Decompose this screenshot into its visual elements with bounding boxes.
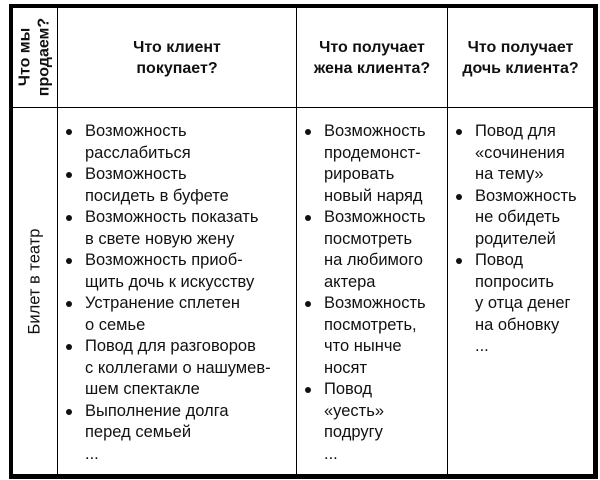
- bullet-list: [448, 121, 593, 336]
- column-header-client-buys: [58, 8, 296, 107]
- list-item: Возможность не обидеть родителей: [448, 186, 593, 251]
- column-header-line: Что клиент: [133, 38, 221, 56]
- ellipsis: ...: [475, 337, 489, 355]
- corner-header-line: продаем?: [35, 17, 53, 97]
- corner-header: [16, 8, 54, 107]
- bullet-icon: [456, 258, 462, 264]
- bullet-icon: [305, 387, 311, 393]
- list-item: Возможность посмотреть, что нынче носят: [297, 293, 447, 379]
- column-header-daughter-gets: [448, 8, 593, 107]
- row-label-cell: [13, 108, 57, 474]
- corner-header-line: Что мы: [16, 27, 34, 87]
- bullet-icon: [66, 258, 72, 264]
- bullet-icon: [66, 301, 72, 307]
- column-header-line: дочь клиента?: [462, 59, 579, 77]
- bullet-icon: [456, 129, 462, 135]
- value-table: [9, 4, 598, 479]
- column-header-line: покупает?: [136, 59, 218, 77]
- bullet-icon: [66, 344, 72, 350]
- list-item: Возможность продемонст- рировать новый наряд: [297, 121, 447, 207]
- bullet-icon: [456, 194, 462, 200]
- cell-client-buys: [58, 108, 296, 474]
- ellipsis: ...: [85, 444, 99, 463]
- column-header-line: жена клиента?: [313, 59, 431, 77]
- row-label: Билет в театр: [25, 228, 44, 335]
- list-item: Возможность посмотреть на любимого актера: [297, 207, 447, 293]
- list-item: Устранение сплетен о семье: [58, 293, 296, 336]
- bullet-icon: [66, 409, 72, 415]
- bullet-icon: [305, 301, 311, 307]
- list-item: Возможность расслабиться: [58, 121, 296, 164]
- list-item: Возможность приоб- щить дочь к искусству: [58, 250, 296, 293]
- bullet-icon: [66, 215, 72, 221]
- bullet-icon: [66, 172, 72, 178]
- column-header-wife-gets: [297, 8, 447, 107]
- list-item: Выполнение долга перед семьей: [58, 401, 296, 444]
- column-header-line: Что получает: [467, 38, 574, 56]
- bullet-list: [58, 121, 296, 444]
- ellipsis: ...: [324, 444, 338, 463]
- list-item: Повод для «сочинения на тему»: [448, 121, 593, 186]
- list-item: Повод попросить у отца денег на обновку: [448, 250, 593, 336]
- cell-wife-gets: [297, 108, 447, 474]
- bullet-list: [297, 121, 447, 444]
- bullet-icon: [305, 129, 311, 135]
- bullet-icon: [305, 215, 311, 221]
- corner-header-cell: [13, 8, 57, 107]
- column-header-line: Что получает: [319, 38, 425, 56]
- cell-daughter-gets: [448, 108, 593, 474]
- list-item: Повод для разговоров с коллегами о нашумев- шем спектакле: [58, 336, 296, 401]
- bullet-icon: [66, 129, 72, 135]
- list-item: Повод «уесть» подругу: [297, 379, 447, 444]
- list-item: Возможность посидеть в буфете: [58, 164, 296, 207]
- list-item: Возможность показать в свете новую жену: [58, 207, 296, 250]
